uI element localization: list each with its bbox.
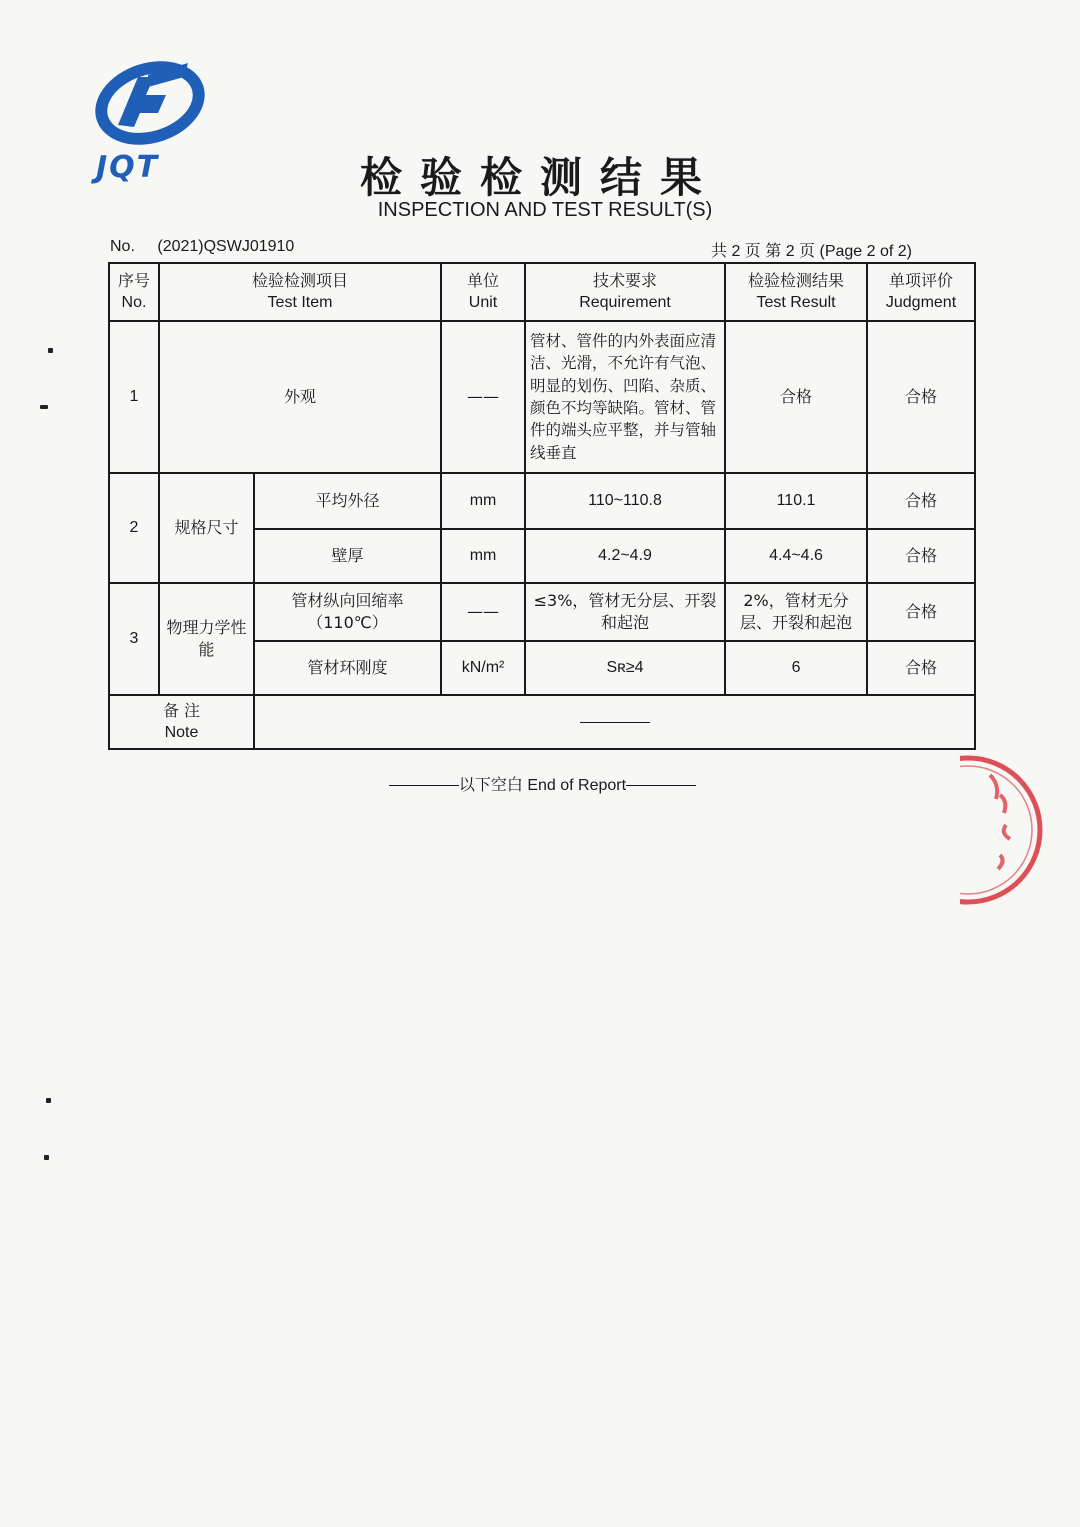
- note-blank-line: [580, 722, 650, 723]
- row1-requirement: 管材、管件的内外表面应清洁、光滑，不允许有气泡、明显的划伤、凹陷、杂质、颜色不均等缺陷。管材、管件的端头应平整，并与管轴线垂直: [525, 321, 725, 473]
- header-no-cn: 序号: [117, 271, 150, 291]
- title-chinese: 检验检测结果: [359, 153, 720, 202]
- row2b-requirement: 4.2~4.9: [525, 529, 725, 583]
- report-no-label: No.: [110, 238, 135, 255]
- row2a-item: 平均外径: [254, 473, 441, 529]
- header-unit-en: Unit: [468, 294, 498, 311]
- row2-group: 规格尺寸: [159, 473, 254, 583]
- table-row: [109, 583, 975, 641]
- row3-group: 物理力学性能: [159, 583, 254, 695]
- end-rule-right: [626, 785, 696, 786]
- end-of-report: [0, 772, 1080, 795]
- header-result-cn: 检验检测结果: [748, 271, 845, 291]
- report-number: [110, 238, 294, 256]
- row2b-item: 壁厚: [254, 529, 441, 583]
- table-row: [109, 473, 975, 529]
- row3a-judgment: 合格: [867, 583, 975, 641]
- header-item-en: Test Item: [267, 294, 333, 311]
- logo-text: JQT: [96, 150, 160, 185]
- row2b-result: 4.4~4.6: [725, 529, 867, 583]
- row2a-result: 110.1: [725, 473, 867, 529]
- row3a-requirement: ≤3%，管材无分层、开裂和起泡: [525, 583, 725, 641]
- page-info: 共 2 页 第 2 页 (Page 2 of 2): [711, 243, 912, 260]
- official-seal-stamp: [960, 735, 1080, 935]
- row1-no: 1: [109, 321, 159, 473]
- report-no-value: (2021)QSWJ01910: [157, 238, 295, 255]
- row2-no: 2: [109, 473, 159, 583]
- row3a-result: 2%，管材无分层、开裂和起泡: [725, 583, 867, 641]
- margin-speck: [44, 1155, 49, 1160]
- row3b-result: 6: [725, 641, 867, 695]
- table-header-row: [109, 263, 975, 321]
- row1-item: 外观: [159, 321, 441, 473]
- row3b-requirement: Sʀ≥4: [525, 641, 725, 695]
- result-table: [108, 262, 976, 750]
- margin-speck: [46, 1098, 51, 1103]
- header-requirement: [525, 263, 725, 321]
- row3b-item: 管材环刚度: [254, 641, 441, 695]
- note-label-cn: 备 注: [162, 701, 201, 721]
- row1-judgment: 合格: [867, 321, 975, 473]
- note-content: [254, 695, 975, 749]
- header-unit-cn: 单位: [467, 271, 500, 291]
- header-result-en: Test Result: [756, 294, 836, 311]
- row2a-judgment: 合格: [867, 473, 975, 529]
- header-unit: [441, 263, 525, 321]
- row3a-unit: ——: [441, 583, 525, 641]
- row2b-unit: mm: [441, 529, 525, 583]
- row2b-judgment: 合格: [867, 529, 975, 583]
- row3b-unit: kN/m²: [441, 641, 525, 695]
- header-judgment-en: Judgment: [885, 294, 957, 311]
- header-req-cn: 技术要求: [593, 271, 658, 291]
- header-no-en: No.: [121, 294, 147, 311]
- header-judgment: [867, 263, 975, 321]
- row3b-judgment: 合格: [867, 641, 975, 695]
- note-row: [109, 695, 975, 749]
- row2a-requirement: 110~110.8: [525, 473, 725, 529]
- margin-speck: [40, 405, 48, 409]
- end-of-report-text: 以下空白 End of Report: [458, 777, 627, 794]
- header-item-cn: 检验检测项目: [252, 271, 349, 291]
- header-judgment-cn: 单项评价: [889, 271, 954, 291]
- header-req-en: Requirement: [579, 294, 671, 311]
- header-test-item: [159, 263, 441, 321]
- title-english: INSPECTION AND TEST RESULT(S): [377, 199, 713, 221]
- row3-no: 3: [109, 583, 159, 695]
- row3a-item: 管材纵向回缩率（110℃）: [254, 583, 441, 641]
- header-no: [109, 263, 159, 321]
- row1-result: 合格: [725, 321, 867, 473]
- row2a-unit: mm: [441, 473, 525, 529]
- table-row: [109, 321, 975, 473]
- note-label: [109, 695, 254, 749]
- header-test-result: [725, 263, 867, 321]
- row1-unit: ——: [441, 321, 525, 473]
- end-rule-left: [389, 785, 459, 786]
- margin-speck: [48, 348, 53, 353]
- note-label-en: Note: [164, 724, 199, 741]
